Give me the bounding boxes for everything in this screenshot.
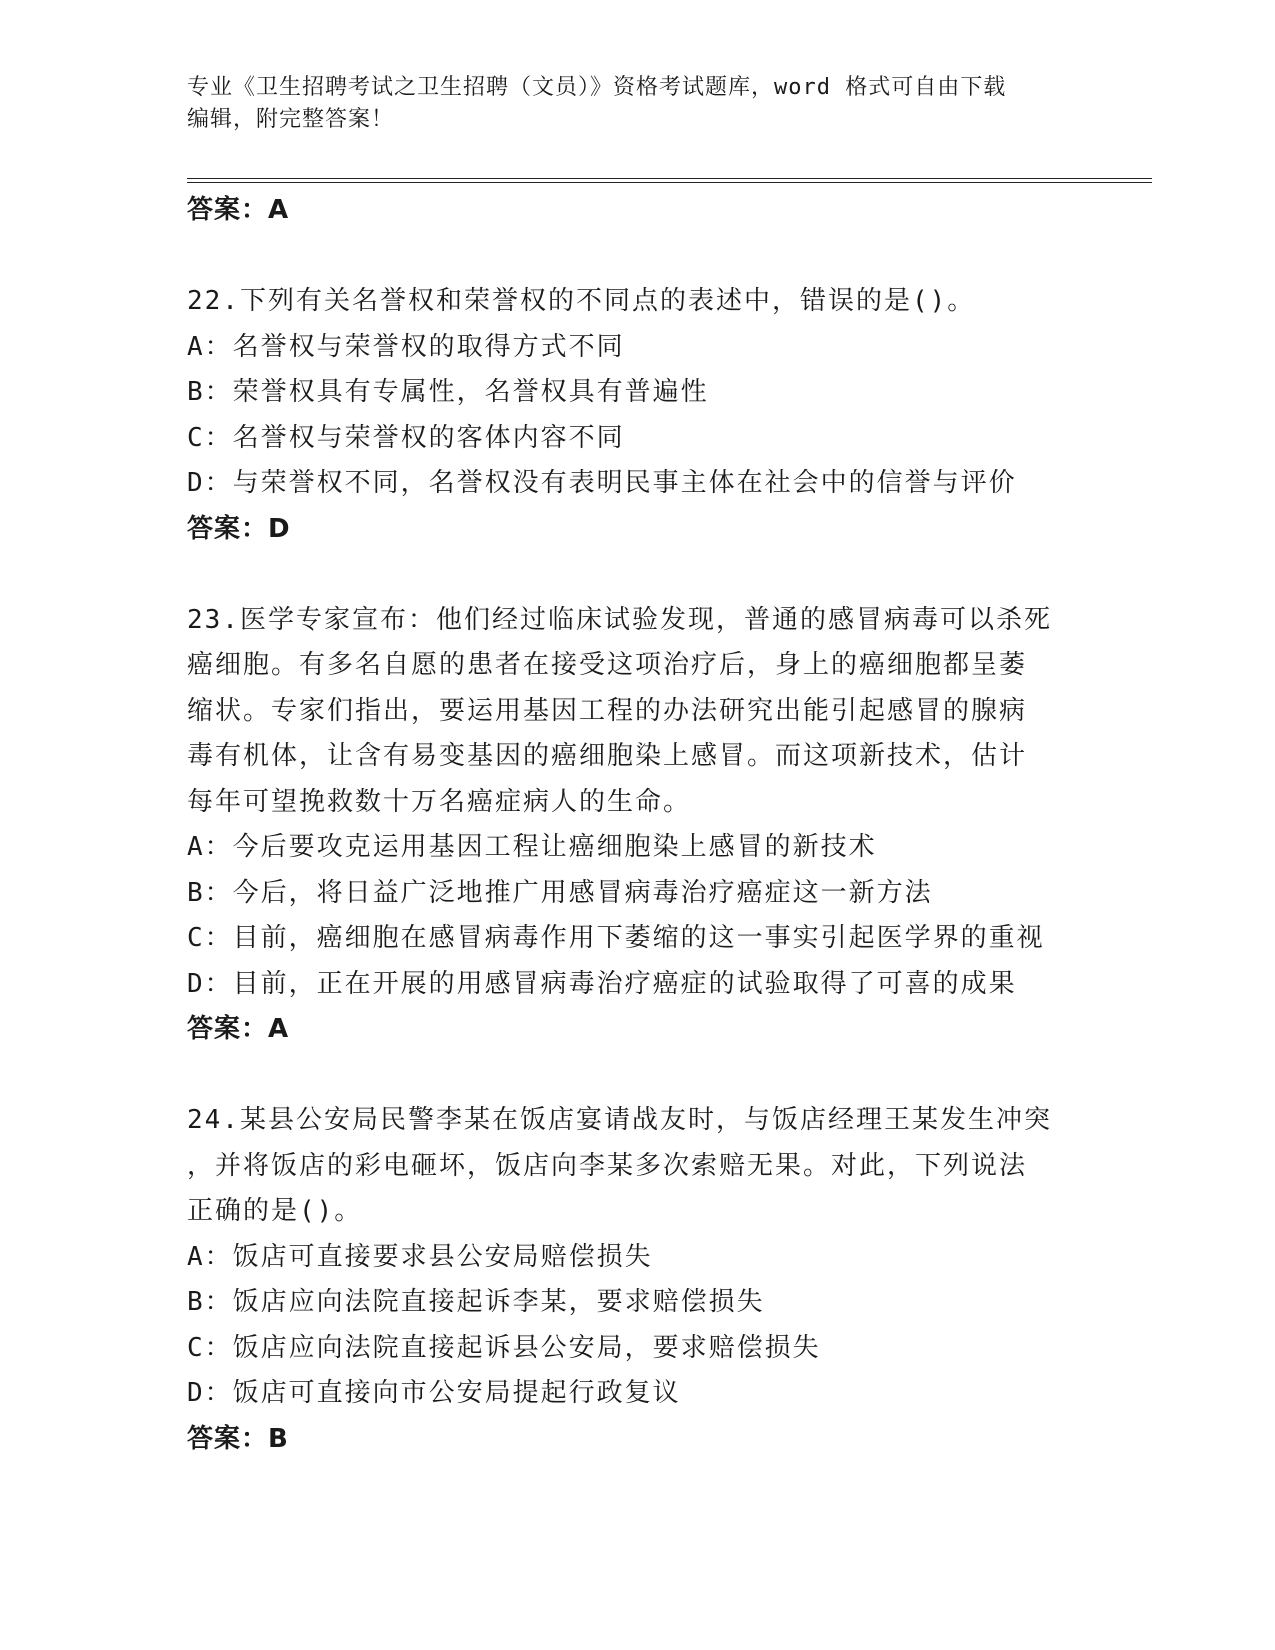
option-a: A：今后要攻克运用基因工程让癌细胞染上感冒的新技术 [187, 832, 877, 862]
option-a: A：饭店可直接要求县公安局赔偿损失 [187, 1241, 653, 1272]
question-text [187, 1098, 1087, 1235]
question-line: 23.医学专家宣布：他们经过临床试验发现，普通的感冒病毒可以杀死 [187, 604, 1052, 635]
option-c: C：名誉权与荣誉权的客体内容不同 [187, 422, 625, 453]
question-text [187, 598, 1087, 826]
question-line: 22.下列有关名誉权和荣誉权的不同点的表述中，错误的是()。 [187, 286, 976, 316]
option-b: B：饭店应向法院直接起诉李某，要求赔偿损失 [187, 1287, 765, 1317]
question-line: 正确的是()。 [187, 1196, 363, 1226]
question-line: 缩状。专家们指出，要运用基因工程的办法研究出能引起感冒的腺病 [187, 695, 1028, 726]
option-d: D：与荣誉权不同，名誉权没有表明民事主体在社会中的信誉与评价 [187, 468, 1017, 498]
option-c: C：目前，癌细胞在感冒病毒作用下萎缩的这一事实引起医学界的重视 [187, 923, 1045, 953]
answer-label: 答案：A [187, 1014, 290, 1044]
answer-label: 答案：B [187, 1423, 289, 1454]
option-c: C：饭店应向法院直接起诉县公安局，要求赔偿损失 [187, 1332, 821, 1363]
question-line: 毒有机体，让含有易变基因的癌细胞染上感冒。而这项新技术，估计 [187, 741, 1028, 771]
question-text [187, 279, 1087, 325]
question-line: ，并将饭店的彩电砸坏，饭店向李某多次索赔无果。对此，下列说法 [187, 1150, 1028, 1181]
question-line: 癌细胞。有多名自愿的患者在接受这项治疗后，身上的癌细胞都呈萎 [187, 650, 1028, 680]
option-b: B：今后，将日益广泛地推广用感冒病毒治疗癌症这一新方法 [187, 877, 933, 908]
question-list [187, 188, 1087, 1462]
option-a: A：名誉权与荣誉权的取得方式不同 [187, 331, 625, 362]
question-line: 每年可望挽救数十万名癌症病人的生命。 [187, 786, 692, 817]
answer-label: 答案：D [187, 513, 291, 544]
option-b: B：荣誉权具有专属性，名誉权具有普遍性 [187, 377, 709, 407]
option-d: D：饭店可直接向市公安局提起行政复议 [187, 1378, 681, 1408]
question-22 [187, 279, 1087, 552]
question-23 [187, 598, 1087, 1053]
header-line-1: 专业《卫生招聘考试之卫生招聘（文员）》资格考试题库，word 格式可自由下载 [187, 75, 1007, 100]
question-line: 24.某县公安局民警李某在饭店宴请战友时，与饭店经理王某发生冲突 [187, 1105, 1052, 1135]
option-d: D：目前，正在开展的用感冒病毒治疗癌症的试验取得了可喜的成果 [187, 968, 1017, 999]
header-divider [187, 178, 1152, 183]
header-line-2: 编辑，附完整答案！ [187, 107, 395, 132]
question-24 [187, 1098, 1087, 1462]
answer-label: 答案：A [187, 195, 290, 225]
page-header [187, 72, 1067, 136]
